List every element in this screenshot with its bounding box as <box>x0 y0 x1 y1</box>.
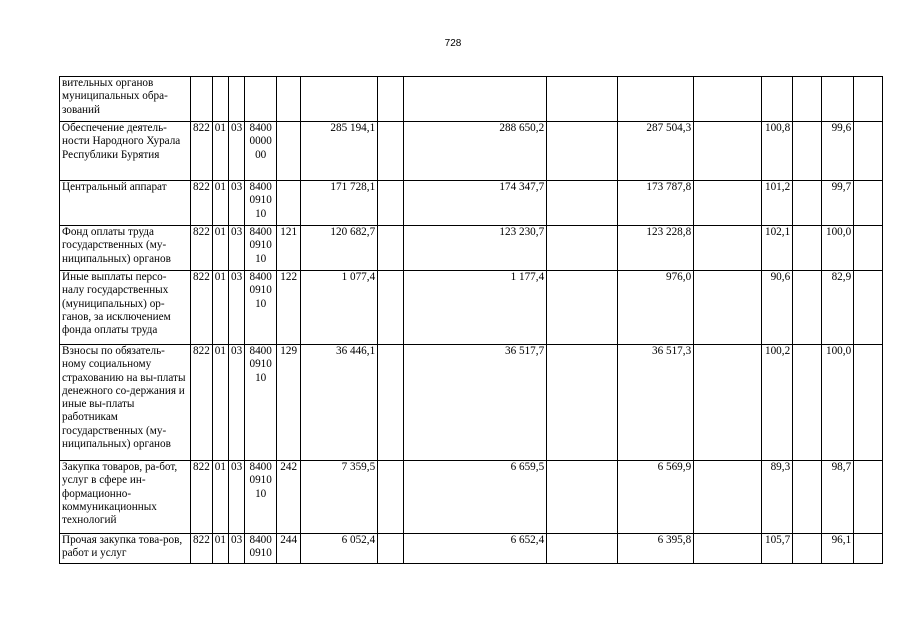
approved-amount: 120 682,7 <box>301 226 378 271</box>
empty-cell <box>793 226 822 271</box>
section-code: 01 <box>212 122 228 181</box>
subsection-code: 03 <box>228 271 244 345</box>
empty-cell <box>694 181 762 226</box>
expense-type-code: 129 <box>277 345 301 461</box>
expense-type-code <box>277 181 301 226</box>
percent-refined: 100,0 <box>822 345 854 461</box>
refined-amount: 288 650,2 <box>404 122 547 181</box>
empty-cell <box>793 345 822 461</box>
empty-cell <box>793 534 822 564</box>
row-name: вительных органов муниципальных обра-зований <box>60 77 191 122</box>
ved-code: 822 <box>191 461 213 534</box>
empty-cell <box>547 271 618 345</box>
expense-type-code: 121 <box>277 226 301 271</box>
percent-refined: 99,6 <box>822 122 854 181</box>
empty-cell <box>793 181 822 226</box>
section-code: 01 <box>212 271 228 345</box>
percent-approved <box>762 77 793 122</box>
empty-cell <box>854 181 883 226</box>
empty-cell <box>694 461 762 534</box>
budget-table <box>59 76 883 564</box>
row-name: Обеспечение деятель-ности Народного Хурала Республики Бурятия <box>60 122 191 181</box>
percent-approved: 100,2 <box>762 345 793 461</box>
empty-cell <box>854 122 883 181</box>
executed-amount: 287 504,3 <box>618 122 694 181</box>
empty-cell <box>378 534 404 564</box>
subsection-code: 03 <box>228 122 244 181</box>
empty-cell <box>694 271 762 345</box>
empty-cell <box>547 534 618 564</box>
refined-amount: 36 517,7 <box>404 345 547 461</box>
empty-cell <box>547 77 618 122</box>
percent-approved: 90,6 <box>762 271 793 345</box>
approved-amount: 36 446,1 <box>301 345 378 461</box>
target-article-code: 8400 0910 10 <box>245 345 277 461</box>
empty-cell <box>378 345 404 461</box>
table-row <box>60 122 883 181</box>
section-code: 01 <box>212 181 228 226</box>
target-article-code: 8400 0910 <box>245 534 277 564</box>
approved-amount: 6 052,4 <box>301 534 378 564</box>
row-name: Закупка товаров, ра-бот, услуг в сфере ин-формационно-коммуникационных технологий <box>60 461 191 534</box>
executed-amount: 976,0 <box>618 271 694 345</box>
approved-amount: 285 194,1 <box>301 122 378 181</box>
approved-amount: 1 077,4 <box>301 271 378 345</box>
empty-cell <box>854 534 883 564</box>
percent-refined <box>822 77 854 122</box>
empty-cell <box>378 181 404 226</box>
empty-cell <box>694 534 762 564</box>
row-name: Взносы по обязатель-ному социальному страхованию на вы-платы денежного со-держания и иные вы-платы работникам государственных (му-ниципальных) органов <box>60 345 191 461</box>
percent-approved: 101,2 <box>762 181 793 226</box>
approved-amount <box>301 77 378 122</box>
empty-cell <box>378 77 404 122</box>
row-name: Прочая закупка това-ров, работ и услуг <box>60 534 191 564</box>
expense-type-code: 242 <box>277 461 301 534</box>
empty-cell <box>547 345 618 461</box>
empty-cell <box>694 226 762 271</box>
empty-cell <box>854 77 883 122</box>
empty-cell <box>793 122 822 181</box>
table-row <box>60 534 883 564</box>
ved-code: 822 <box>191 226 213 271</box>
ved-code: 822 <box>191 534 213 564</box>
subsection-code: 03 <box>228 226 244 271</box>
expense-type-code: 122 <box>277 271 301 345</box>
refined-amount: 174 347,7 <box>404 181 547 226</box>
approved-amount: 7 359,5 <box>301 461 378 534</box>
empty-cell <box>547 226 618 271</box>
target-article-code: 8400 0910 10 <box>245 271 277 345</box>
row-name: Центральный аппарат <box>60 181 191 226</box>
empty-cell <box>854 271 883 345</box>
percent-approved: 105,7 <box>762 534 793 564</box>
section-code: 01 <box>212 345 228 461</box>
page-number: 728 <box>444 38 462 49</box>
percent-refined: 82,9 <box>822 271 854 345</box>
table-row <box>60 181 883 226</box>
expense-type-code <box>277 122 301 181</box>
table-row <box>60 461 883 534</box>
percent-approved: 89,3 <box>762 461 793 534</box>
empty-cell <box>547 461 618 534</box>
empty-cell <box>547 181 618 226</box>
empty-cell <box>378 461 404 534</box>
executed-amount: 6 395,8 <box>618 534 694 564</box>
executed-amount <box>618 77 694 122</box>
expense-type-code: 244 <box>277 534 301 564</box>
empty-cell <box>378 271 404 345</box>
row-name: Фонд оплаты труда государственных (му-ниципальных) органов <box>60 226 191 271</box>
ved-code: 822 <box>191 271 213 345</box>
refined-amount: 6 659,5 <box>404 461 547 534</box>
refined-amount: 6 652,4 <box>404 534 547 564</box>
refined-amount: 1 177,4 <box>404 271 547 345</box>
ved-code: 822 <box>191 345 213 461</box>
empty-cell <box>854 345 883 461</box>
executed-amount: 36 517,3 <box>618 345 694 461</box>
section-code <box>212 77 228 122</box>
empty-cell <box>854 226 883 271</box>
refined-amount: 123 230,7 <box>404 226 547 271</box>
percent-refined: 99,7 <box>822 181 854 226</box>
ved-code <box>191 77 213 122</box>
approved-amount: 171 728,1 <box>301 181 378 226</box>
table-row <box>60 226 883 271</box>
subsection-code <box>228 77 244 122</box>
expense-type-code <box>277 77 301 122</box>
section-code: 01 <box>212 461 228 534</box>
ved-code: 822 <box>191 181 213 226</box>
subsection-code: 03 <box>228 461 244 534</box>
empty-cell <box>378 226 404 271</box>
percent-refined: 98,7 <box>822 461 854 534</box>
empty-cell <box>547 122 618 181</box>
subsection-code: 03 <box>228 345 244 461</box>
percent-approved: 102,1 <box>762 226 793 271</box>
target-article-code: 8400 0000 00 <box>245 122 277 181</box>
table-row <box>60 271 883 345</box>
percent-approved: 100,8 <box>762 122 793 181</box>
section-code: 01 <box>212 534 228 564</box>
table-row <box>60 77 883 122</box>
target-article-code: 8400 0910 10 <box>245 226 277 271</box>
empty-cell <box>694 77 762 122</box>
section-code: 01 <box>212 226 228 271</box>
row-name: Иные выплаты персо-налу государственных (муниципальных) ор-ганов, за исключением фонда оплаты труда <box>60 271 191 345</box>
empty-cell <box>793 77 822 122</box>
empty-cell <box>793 271 822 345</box>
executed-amount: 173 787,8 <box>618 181 694 226</box>
subsection-code: 03 <box>228 181 244 226</box>
executed-amount: 123 228,8 <box>618 226 694 271</box>
percent-refined: 96,1 <box>822 534 854 564</box>
empty-cell <box>793 461 822 534</box>
percent-refined: 100,0 <box>822 226 854 271</box>
ved-code: 822 <box>191 122 213 181</box>
empty-cell <box>378 122 404 181</box>
target-article-code: 8400 0910 10 <box>245 461 277 534</box>
refined-amount <box>404 77 547 122</box>
empty-cell <box>694 122 762 181</box>
empty-cell <box>854 461 883 534</box>
target-article-code <box>245 77 277 122</box>
table-row <box>60 345 883 461</box>
subsection-code: 03 <box>228 534 244 564</box>
target-article-code: 8400 0910 10 <box>245 181 277 226</box>
empty-cell <box>694 345 762 461</box>
executed-amount: 6 569,9 <box>618 461 694 534</box>
